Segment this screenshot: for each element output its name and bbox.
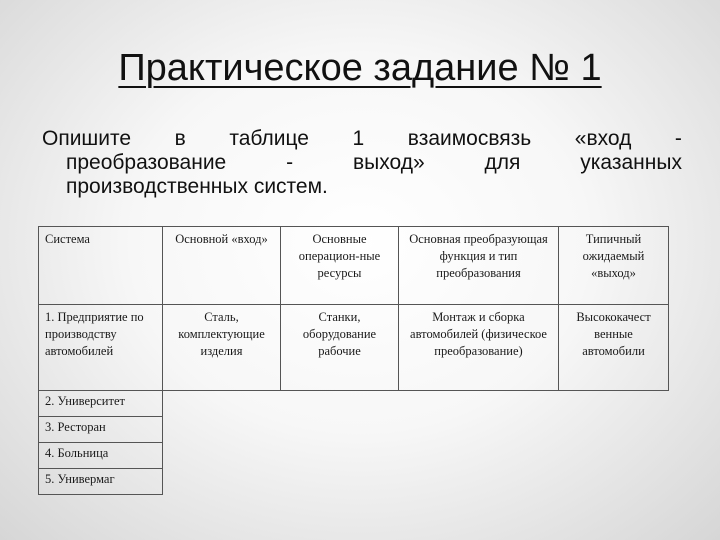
header-cell-output: Типичный ожидаемый «выход»: [559, 227, 669, 305]
task-word: указанных: [580, 151, 682, 174]
task-word: производственных систем.: [66, 175, 328, 198]
task-word: -: [286, 151, 294, 174]
table-cell: 4. Больница: [39, 443, 163, 469]
table-cell: 1. Предприятие по производству автомобилей: [39, 305, 163, 391]
task-word: взаимосвязь: [407, 127, 532, 150]
table-cell: Монтаж и сборка автомобилей (физическое преобразование): [399, 305, 559, 391]
task-line-3: [42, 175, 682, 199]
table-row: [39, 469, 669, 495]
table-cell: 5. Универмаг: [39, 469, 163, 495]
task-line-2: [42, 151, 682, 175]
table-header-row: [39, 227, 669, 305]
empty-cell: [163, 391, 669, 417]
task-word: Опишите: [42, 127, 132, 150]
task-line-1: [42, 127, 682, 151]
task-word: таблице: [229, 127, 309, 150]
task-word: преобразование: [66, 151, 227, 174]
header-cell-input: Основной «вход»: [163, 227, 281, 305]
systems-table: [38, 226, 669, 495]
header-cell-resources: Основные операцион-ные ресурсы: [281, 227, 399, 305]
task-word: в: [174, 127, 186, 150]
task-description: [42, 127, 682, 199]
empty-cell: [163, 417, 669, 443]
task-word: выход»: [352, 151, 425, 174]
slide-title-text: Практическое задание № 1: [118, 47, 602, 89]
table-row: [39, 391, 669, 417]
table-cell: Станки, оборудование рабочие: [281, 305, 399, 391]
header-cell-function: Основная преобразующая функция и тип преобразования: [399, 227, 559, 305]
table-cell: Сталь, комплектующие изделия: [163, 305, 281, 391]
task-word: для: [484, 151, 521, 174]
table-cell: Высококачест венные автомобили: [559, 305, 669, 391]
table-row: [39, 417, 669, 443]
table-cell: 3. Ресторан: [39, 417, 163, 443]
empty-cell: [163, 443, 669, 469]
header-cell-system: Система: [39, 227, 163, 305]
table-row: [39, 443, 669, 469]
empty-cell: [163, 469, 669, 495]
task-word: -: [674, 127, 682, 150]
task-word: 1: [352, 127, 365, 150]
table-cell: 2. Университет: [39, 391, 163, 417]
table-row: [39, 305, 669, 391]
slide-title: [0, 44, 720, 92]
task-word: «вход: [574, 127, 632, 150]
